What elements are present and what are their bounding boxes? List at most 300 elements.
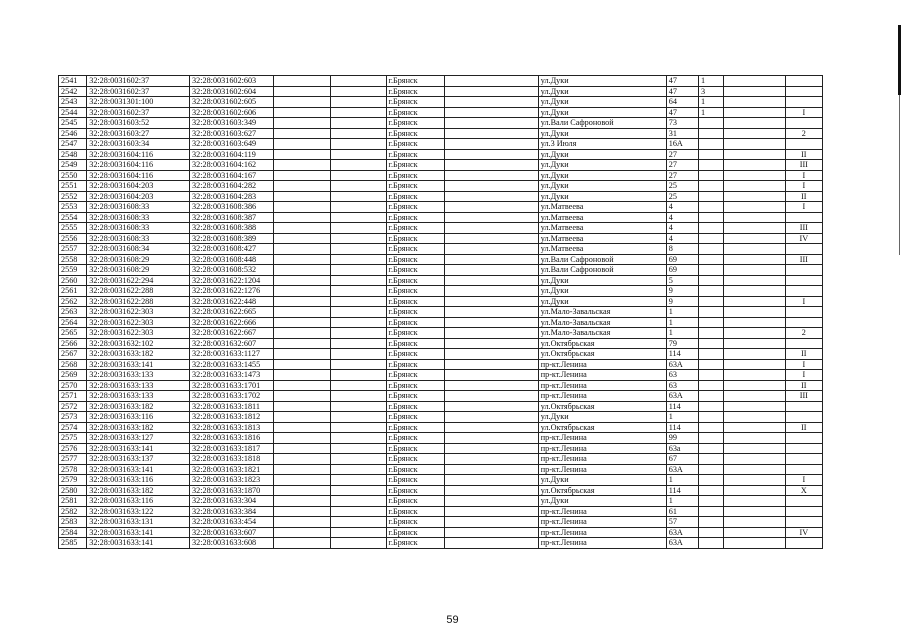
- empty-cell: [273, 170, 330, 181]
- parcel-cadastral-cell: 32:28:0031603:52: [87, 118, 190, 129]
- street-cell: пр-кт.Ленина: [538, 443, 666, 454]
- parcel-cadastral-cell: 32:28:0031608:33: [87, 233, 190, 244]
- empty-cell: [331, 296, 386, 307]
- city-cell: г.Брянск: [386, 433, 444, 444]
- empty-cell: [273, 454, 330, 465]
- building-cell: [698, 233, 723, 244]
- parcel-cadastral-cell: 32:28:0031608:29: [87, 254, 190, 265]
- city-cell: г.Брянск: [386, 233, 444, 244]
- table-row: [59, 443, 823, 454]
- empty-cell: [273, 401, 330, 412]
- empty-cell: [724, 97, 785, 108]
- street-cell: пр-кт.Ленина: [538, 433, 666, 444]
- premises-number-cell: [785, 412, 822, 423]
- building-cell: [698, 275, 723, 286]
- street-cell: ул.Матвеева: [538, 212, 666, 223]
- row-number-cell: 2581: [59, 496, 87, 507]
- street-cell: ул.Вали Сафроновой: [538, 254, 666, 265]
- table-row: [59, 286, 823, 297]
- parcel-cadastral-cell: 32:28:0031608:33: [87, 212, 190, 223]
- premises-number-cell: [785, 86, 822, 97]
- premises-number-cell: [785, 76, 822, 87]
- city-cell: г.Брянск: [386, 160, 444, 171]
- house-number-cell: 16А: [666, 139, 698, 150]
- row-number-cell: 2562: [59, 296, 87, 307]
- empty-cell: [724, 118, 785, 129]
- empty-cell: [724, 485, 785, 496]
- empty-cell: [444, 76, 538, 87]
- empty-cell: [273, 475, 330, 486]
- empty-cell: [724, 370, 785, 381]
- table-row: [59, 149, 823, 160]
- table-row: [59, 202, 823, 213]
- city-cell: г.Брянск: [386, 475, 444, 486]
- row-number-cell: 2574: [59, 422, 87, 433]
- object-cadastral-cell: 32:28:0031604:119: [190, 149, 274, 160]
- empty-cell: [724, 139, 785, 150]
- building-cell: [698, 464, 723, 475]
- row-number-cell: 2582: [59, 506, 87, 517]
- premises-number-cell: [785, 401, 822, 412]
- table-row: [59, 296, 823, 307]
- row-number-cell: 2550: [59, 170, 87, 181]
- row-number-cell: 2577: [59, 454, 87, 465]
- street-cell: ул.Дуки: [538, 76, 666, 87]
- parcel-cadastral-cell: 32:28:0031633:131: [87, 517, 190, 528]
- object-cadastral-cell: 32:28:0031622:666: [190, 317, 274, 328]
- empty-cell: [444, 317, 538, 328]
- street-cell: ул.Мало-Завальская: [538, 307, 666, 318]
- row-number-cell: 2573: [59, 412, 87, 423]
- object-cadastral-cell: 32:28:0031633:1473: [190, 370, 274, 381]
- empty-cell: [273, 506, 330, 517]
- table-row: [59, 422, 823, 433]
- city-cell: г.Брянск: [386, 443, 444, 454]
- empty-cell: [273, 464, 330, 475]
- empty-cell: [331, 275, 386, 286]
- street-cell: ул.Дуки: [538, 475, 666, 486]
- building-cell: [698, 506, 723, 517]
- premises-number-cell: III: [785, 391, 822, 402]
- house-number-cell: 63А: [666, 391, 698, 402]
- row-number-cell: 2568: [59, 359, 87, 370]
- empty-cell: [331, 338, 386, 349]
- empty-cell: [273, 139, 330, 150]
- empty-cell: [331, 212, 386, 223]
- premises-number-cell: III: [785, 223, 822, 234]
- row-number-cell: 2554: [59, 212, 87, 223]
- property-register-table: [58, 75, 823, 549]
- table-row: [59, 275, 823, 286]
- city-cell: г.Брянск: [386, 97, 444, 108]
- house-number-cell: 99: [666, 433, 698, 444]
- parcel-cadastral-cell: 32:28:0031622:303: [87, 328, 190, 339]
- page-number: 59: [446, 614, 459, 626]
- empty-cell: [331, 349, 386, 360]
- street-cell: ул.Мало-Завальская: [538, 317, 666, 328]
- city-cell: г.Брянск: [386, 349, 444, 360]
- empty-cell: [273, 97, 330, 108]
- city-cell: г.Брянск: [386, 286, 444, 297]
- empty-cell: [331, 191, 386, 202]
- parcel-cadastral-cell: 32:28:0031633:116: [87, 412, 190, 423]
- empty-cell: [331, 223, 386, 234]
- house-number-cell: 31: [666, 128, 698, 139]
- empty-cell: [724, 496, 785, 507]
- city-cell: г.Брянск: [386, 517, 444, 528]
- object-cadastral-cell: 32:28:0031608:389: [190, 233, 274, 244]
- building-cell: [698, 370, 723, 381]
- empty-cell: [444, 275, 538, 286]
- object-cadastral-cell: 32:28:0031602:606: [190, 107, 274, 118]
- building-cell: [698, 202, 723, 213]
- empty-cell: [444, 349, 538, 360]
- premises-number-cell: II: [785, 422, 822, 433]
- premises-number-cell: [785, 139, 822, 150]
- house-number-cell: 9: [666, 296, 698, 307]
- building-cell: [698, 254, 723, 265]
- table-row: [59, 370, 823, 381]
- parcel-cadastral-cell: 32:28:0031633:133: [87, 380, 190, 391]
- row-number-cell: 2564: [59, 317, 87, 328]
- house-number-cell: 63а: [666, 443, 698, 454]
- empty-cell: [724, 244, 785, 255]
- city-cell: г.Брянск: [386, 391, 444, 402]
- empty-cell: [273, 275, 330, 286]
- empty-cell: [331, 76, 386, 87]
- table-row: [59, 349, 823, 360]
- object-cadastral-cell: 32:28:0031633:1813: [190, 422, 274, 433]
- city-cell: г.Брянск: [386, 212, 444, 223]
- object-cadastral-cell: 32:28:0031603:349: [190, 118, 274, 129]
- house-number-cell: 4: [666, 212, 698, 223]
- empty-cell: [331, 506, 386, 517]
- city-cell: г.Брянск: [386, 307, 444, 318]
- empty-cell: [331, 328, 386, 339]
- table-row: [59, 107, 823, 118]
- empty-cell: [331, 97, 386, 108]
- building-cell: [698, 380, 723, 391]
- house-number-cell: 63А: [666, 527, 698, 538]
- empty-cell: [724, 475, 785, 486]
- empty-cell: [273, 233, 330, 244]
- object-cadastral-cell: 32:28:0031633:1701: [190, 380, 274, 391]
- city-cell: г.Брянск: [386, 128, 444, 139]
- street-cell: ул.Мало-Завальская: [538, 328, 666, 339]
- empty-cell: [331, 181, 386, 192]
- object-cadastral-cell: 32:28:0031603:627: [190, 128, 274, 139]
- empty-cell: [444, 338, 538, 349]
- premises-number-cell: I: [785, 370, 822, 381]
- empty-cell: [724, 328, 785, 339]
- empty-cell: [444, 307, 538, 318]
- house-number-cell: 114: [666, 485, 698, 496]
- premises-number-cell: I: [785, 296, 822, 307]
- building-cell: [698, 170, 723, 181]
- street-cell: пр-кт.Ленина: [538, 517, 666, 528]
- empty-cell: [331, 254, 386, 265]
- premises-number-cell: 2: [785, 128, 822, 139]
- street-cell: ул.Октябрьская: [538, 338, 666, 349]
- table-row: [59, 359, 823, 370]
- empty-cell: [724, 212, 785, 223]
- empty-cell: [724, 149, 785, 160]
- row-number-cell: 2580: [59, 485, 87, 496]
- city-cell: г.Брянск: [386, 76, 444, 87]
- empty-cell: [273, 422, 330, 433]
- empty-cell: [331, 233, 386, 244]
- street-cell: ул.Вали Сафроновой: [538, 265, 666, 276]
- street-cell: ул.Дуки: [538, 170, 666, 181]
- building-cell: [698, 328, 723, 339]
- city-cell: г.Брянск: [386, 223, 444, 234]
- object-cadastral-cell: 32:28:0031608:448: [190, 254, 274, 265]
- street-cell: пр-кт.Ленина: [538, 506, 666, 517]
- parcel-cadastral-cell: 32:28:0031604:116: [87, 149, 190, 160]
- street-cell: ул.Дуки: [538, 496, 666, 507]
- street-cell: ул.Матвеева: [538, 223, 666, 234]
- parcel-cadastral-cell: 32:28:0031633:127: [87, 433, 190, 444]
- city-cell: г.Брянск: [386, 86, 444, 97]
- object-cadastral-cell: 32:28:0031633:607: [190, 527, 274, 538]
- house-number-cell: 63А: [666, 538, 698, 549]
- empty-cell: [273, 412, 330, 423]
- empty-cell: [724, 380, 785, 391]
- empty-cell: [444, 212, 538, 223]
- empty-cell: [331, 496, 386, 507]
- street-cell: пр-кт.Ленина: [538, 464, 666, 475]
- empty-cell: [331, 317, 386, 328]
- empty-cell: [331, 244, 386, 255]
- empty-cell: [724, 76, 785, 87]
- house-number-cell: 8: [666, 244, 698, 255]
- scan-edge-mark: [898, 25, 901, 95]
- city-cell: г.Брянск: [386, 118, 444, 129]
- row-number-cell: 2571: [59, 391, 87, 402]
- empty-cell: [724, 170, 785, 181]
- empty-cell: [724, 317, 785, 328]
- parcel-cadastral-cell: 32:28:0031608:29: [87, 265, 190, 276]
- row-number-cell: 2572: [59, 401, 87, 412]
- table-row: [59, 464, 823, 475]
- empty-cell: [331, 107, 386, 118]
- table-row: [59, 307, 823, 318]
- empty-cell: [331, 517, 386, 528]
- house-number-cell: 1: [666, 328, 698, 339]
- row-number-cell: 2570: [59, 380, 87, 391]
- empty-cell: [724, 223, 785, 234]
- parcel-cadastral-cell: 32:28:0031633:141: [87, 464, 190, 475]
- building-cell: [698, 359, 723, 370]
- empty-cell: [724, 296, 785, 307]
- empty-cell: [331, 307, 386, 318]
- premises-number-cell: [785, 275, 822, 286]
- building-cell: [698, 139, 723, 150]
- empty-cell: [331, 118, 386, 129]
- empty-cell: [331, 139, 386, 150]
- premises-number-cell: [785, 212, 822, 223]
- row-number-cell: 2566: [59, 338, 87, 349]
- empty-cell: [273, 76, 330, 87]
- empty-cell: [444, 191, 538, 202]
- empty-cell: [331, 370, 386, 381]
- empty-cell: [331, 265, 386, 276]
- empty-cell: [724, 181, 785, 192]
- building-cell: [698, 160, 723, 171]
- table-row: [59, 517, 823, 528]
- city-cell: г.Брянск: [386, 359, 444, 370]
- empty-cell: [331, 475, 386, 486]
- empty-cell: [331, 412, 386, 423]
- object-cadastral-cell: 32:28:0031633:1870: [190, 485, 274, 496]
- house-number-cell: 25: [666, 191, 698, 202]
- object-cadastral-cell: 32:28:0031622:665: [190, 307, 274, 318]
- empty-cell: [444, 464, 538, 475]
- street-cell: ул.Дуки: [538, 107, 666, 118]
- city-cell: г.Брянск: [386, 412, 444, 423]
- empty-cell: [273, 286, 330, 297]
- object-cadastral-cell: 32:28:0031604:162: [190, 160, 274, 171]
- premises-number-cell: [785, 286, 822, 297]
- street-cell: ул.Октябрьская: [538, 485, 666, 496]
- empty-cell: [444, 86, 538, 97]
- building-cell: 3: [698, 86, 723, 97]
- house-number-cell: 63: [666, 370, 698, 381]
- table-row: [59, 265, 823, 276]
- empty-cell: [444, 328, 538, 339]
- premises-number-cell: I: [785, 475, 822, 486]
- empty-cell: [444, 485, 538, 496]
- street-cell: ул.Октябрьская: [538, 349, 666, 360]
- city-cell: г.Брянск: [386, 139, 444, 150]
- empty-cell: [444, 181, 538, 192]
- table-row: [59, 412, 823, 423]
- empty-cell: [444, 454, 538, 465]
- empty-cell: [724, 454, 785, 465]
- house-number-cell: 25: [666, 181, 698, 192]
- city-cell: г.Брянск: [386, 149, 444, 160]
- empty-cell: [724, 286, 785, 297]
- empty-cell: [724, 359, 785, 370]
- empty-cell: [724, 254, 785, 265]
- building-cell: [698, 422, 723, 433]
- row-number-cell: 2558: [59, 254, 87, 265]
- empty-cell: [331, 202, 386, 213]
- row-number-cell: 2579: [59, 475, 87, 486]
- building-cell: [698, 307, 723, 318]
- city-cell: г.Брянск: [386, 107, 444, 118]
- street-cell: ул.Дуки: [538, 286, 666, 297]
- row-number-cell: 2569: [59, 370, 87, 381]
- table-row: [59, 506, 823, 517]
- object-cadastral-cell: 32:28:0031608:388: [190, 223, 274, 234]
- table-row: [59, 181, 823, 192]
- city-cell: г.Брянск: [386, 170, 444, 181]
- object-cadastral-cell: 32:28:0031604:283: [190, 191, 274, 202]
- row-number-cell: 2563: [59, 307, 87, 318]
- row-number-cell: 2544: [59, 107, 87, 118]
- empty-cell: [444, 128, 538, 139]
- empty-cell: [444, 527, 538, 538]
- building-cell: [698, 265, 723, 276]
- row-number-cell: 2552: [59, 191, 87, 202]
- street-cell: ул.Дуки: [538, 128, 666, 139]
- empty-cell: [273, 191, 330, 202]
- house-number-cell: 27: [666, 170, 698, 181]
- object-cadastral-cell: 32:28:0031604:167: [190, 170, 274, 181]
- empty-cell: [331, 433, 386, 444]
- table-row: [59, 338, 823, 349]
- empty-cell: [273, 380, 330, 391]
- parcel-cadastral-cell: 32:28:0031633:182: [87, 349, 190, 360]
- building-cell: [698, 496, 723, 507]
- premises-number-cell: II: [785, 191, 822, 202]
- house-number-cell: 27: [666, 149, 698, 160]
- parcel-cadastral-cell: 32:28:0031602:37: [87, 107, 190, 118]
- table-row: [59, 380, 823, 391]
- row-number-cell: 2560: [59, 275, 87, 286]
- building-cell: [698, 349, 723, 360]
- empty-cell: [444, 244, 538, 255]
- empty-cell: [444, 433, 538, 444]
- empty-cell: [444, 401, 538, 412]
- empty-cell: [273, 223, 330, 234]
- object-cadastral-cell: 32:28:0031633:1455: [190, 359, 274, 370]
- parcel-cadastral-cell: 32:28:0031622:288: [87, 286, 190, 297]
- empty-cell: [444, 265, 538, 276]
- empty-cell: [273, 160, 330, 171]
- house-number-cell: 1: [666, 475, 698, 486]
- row-number-cell: 2549: [59, 160, 87, 171]
- empty-cell: [331, 464, 386, 475]
- empty-cell: [444, 370, 538, 381]
- table-row: [59, 170, 823, 181]
- table-row: [59, 160, 823, 171]
- premises-number-cell: [785, 464, 822, 475]
- object-cadastral-cell: 32:28:0031608:387: [190, 212, 274, 223]
- empty-cell: [444, 475, 538, 486]
- empty-cell: [444, 517, 538, 528]
- empty-cell: [724, 275, 785, 286]
- empty-cell: [273, 254, 330, 265]
- empty-cell: [273, 359, 330, 370]
- building-cell: [698, 475, 723, 486]
- city-cell: г.Брянск: [386, 527, 444, 538]
- building-cell: [698, 485, 723, 496]
- parcel-cadastral-cell: 32:28:0031608:33: [87, 202, 190, 213]
- empty-cell: [724, 202, 785, 213]
- city-cell: г.Брянск: [386, 191, 444, 202]
- empty-cell: [331, 538, 386, 549]
- object-cadastral-cell: 32:28:0031633:454: [190, 517, 274, 528]
- table-row: [59, 433, 823, 444]
- street-cell: ул.Дуки: [538, 191, 666, 202]
- parcel-cadastral-cell: 32:28:0031632:102: [87, 338, 190, 349]
- empty-cell: [444, 506, 538, 517]
- street-cell: ул.Дуки: [538, 296, 666, 307]
- building-cell: [698, 412, 723, 423]
- city-cell: г.Брянск: [386, 506, 444, 517]
- parcel-cadastral-cell: 32:28:0031604:116: [87, 170, 190, 181]
- object-cadastral-cell: 32:28:0031608:427: [190, 244, 274, 255]
- premises-number-cell: IV: [785, 527, 822, 538]
- house-number-cell: 4: [666, 233, 698, 244]
- empty-cell: [444, 359, 538, 370]
- city-cell: г.Брянск: [386, 338, 444, 349]
- empty-cell: [724, 506, 785, 517]
- building-cell: [698, 223, 723, 234]
- table-row: [59, 212, 823, 223]
